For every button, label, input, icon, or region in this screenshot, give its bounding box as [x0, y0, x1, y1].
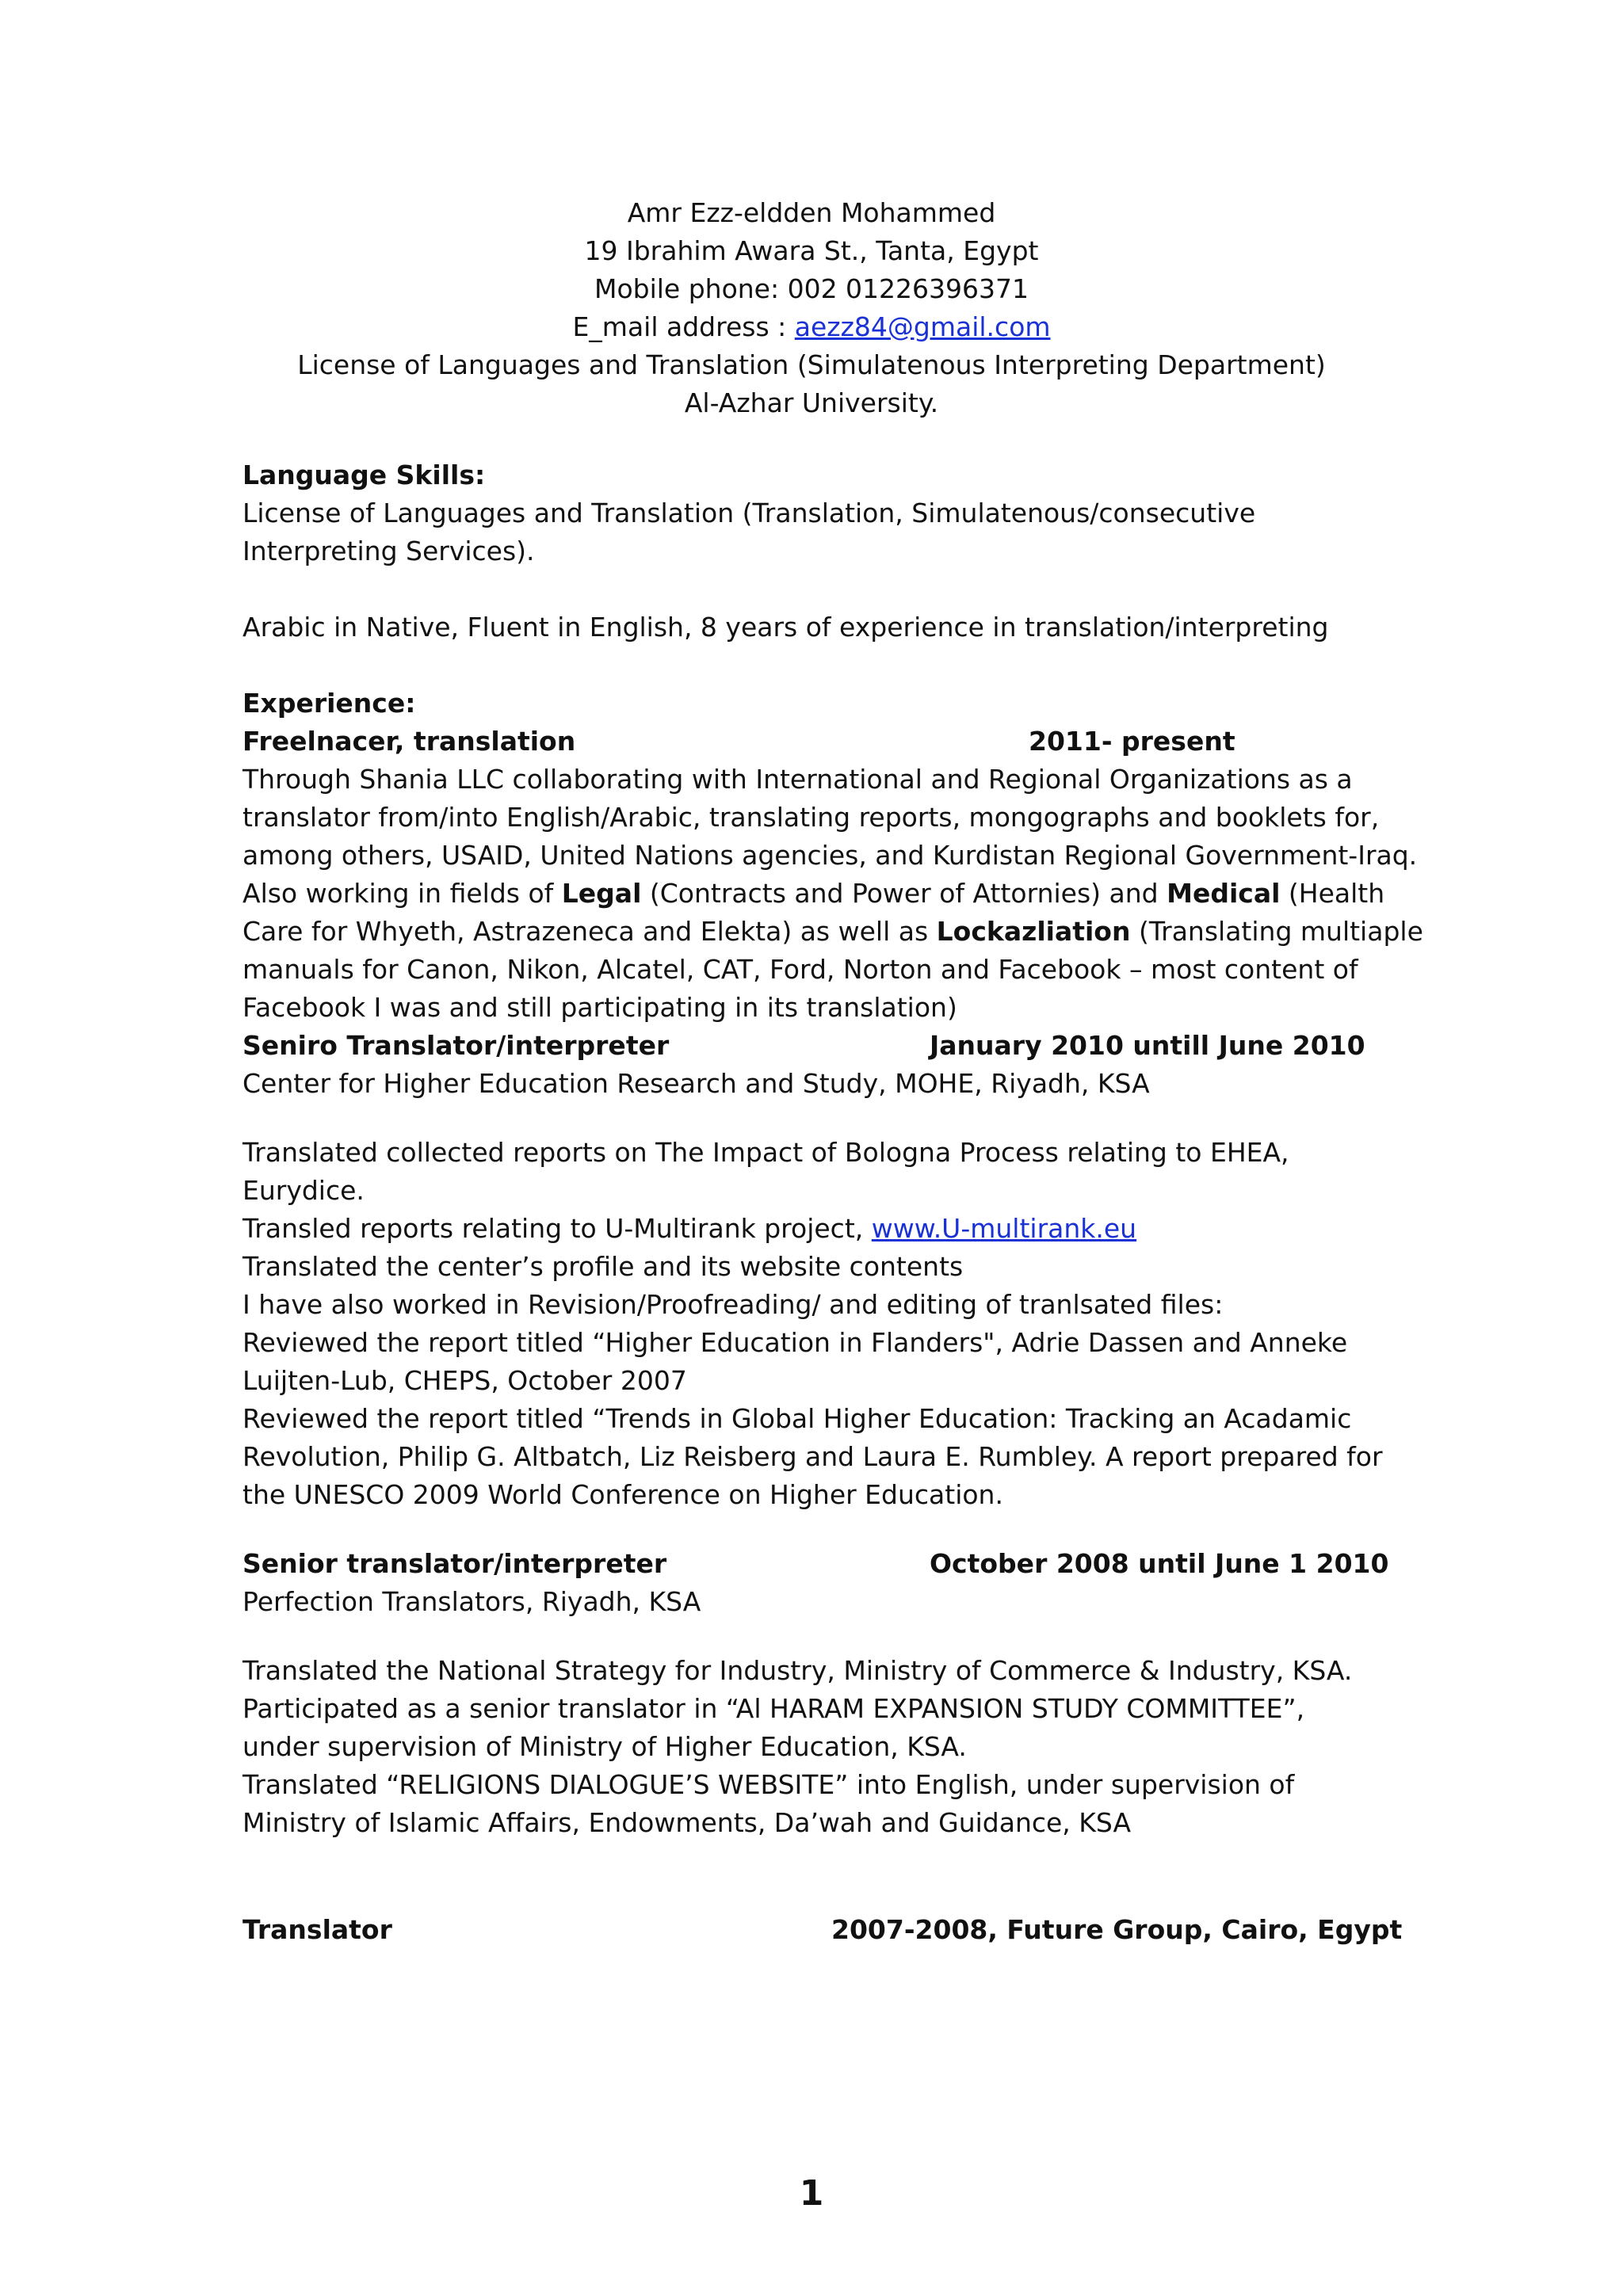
job-description-line: Luijten-Lub, CHEPS, October 2007 — [242, 1365, 687, 1396]
job-description-line: Reviewed the report titled “Trends in Global Higher Education: Tracking an Acadamic — [242, 1403, 1352, 1434]
email-link[interactable]: aezz84@gmail.com — [794, 311, 1051, 342]
language-skills-line: Arabic in Native, Fluent in English, 8 years of experience in translation/interpreting — [242, 612, 1329, 643]
job-dates: January 2010 untill June 2010 — [930, 1030, 1365, 1061]
job-description-line: Ministry of Islamic Affairs, Endowments, Da’wah and Guidance, KSA — [242, 1807, 1132, 1838]
job-title-row — [242, 723, 1392, 761]
spacer — [242, 570, 1392, 608]
email-label: E_mail address : — [572, 311, 795, 342]
text-run: Care for Whyeth, Astrazeneca and Elekta) as well as — [242, 916, 937, 947]
resume-body — [242, 456, 1423, 1949]
job-description-line — [242, 875, 1392, 913]
text-run: (Contracts and Power of Attornies) and — [641, 878, 1167, 909]
job-description-line: Facebook I was and still participating in its translation) — [242, 992, 957, 1023]
text-run: Also working in fields of — [242, 878, 562, 909]
job-title-row — [242, 1027, 1392, 1065]
job-title-row — [242, 1545, 1392, 1583]
job-description-line: I have also worked in Revision/Proofreading/ and editing of tranlsated files: — [242, 1289, 1224, 1320]
job-description-line: Translated the center’s profile and its website contents — [242, 1251, 964, 1282]
job-description-line — [242, 1210, 1392, 1248]
job-description-line — [242, 913, 1423, 951]
spacer — [242, 646, 1392, 685]
text-run: (Translating multiaple — [1130, 916, 1423, 947]
job-description-line: translator from/into English/Arabic, translating reports, mongographs and booklets for, — [242, 802, 1380, 833]
job-description-line: under supervision of Ministry of Higher Education, KSA. — [242, 1731, 967, 1762]
degree-line: License of Languages and Translation (Simulatenous Interpreting Department) — [297, 349, 1326, 380]
job-description-line: Translated the National Strategy for Industry, Ministry of Commerce & Industry, KSA. — [242, 1655, 1353, 1686]
university-line: Al-Azhar University. — [684, 387, 939, 418]
u-multirank-link[interactable]: www.U-multirank.eu — [871, 1213, 1137, 1244]
text-run: Transled reports relating to U-Multirank project, — [242, 1213, 872, 1244]
job-description-line: Eurydice. — [242, 1175, 365, 1206]
applicant-name: Amr Ezz-eldden Mohammed — [627, 197, 996, 228]
emphasis-medical: Medical — [1167, 878, 1281, 909]
spacer — [242, 1842, 1392, 1911]
language-skills-line: Interpreting Services). — [242, 536, 535, 566]
job-dates: 2007-2008, Future Group, Cairo, Egypt — [831, 1914, 1403, 1945]
job-organization: Perfection Translators, Riyadh, KSA — [242, 1586, 701, 1617]
job-description-line: Reviewed the report titled “Higher Education in Flanders", Adrie Dassen and Anneke — [242, 1327, 1348, 1358]
job-description-line: Through Shania LLC collaborating with International and Regional Organizations as a — [242, 764, 1353, 795]
postal-address: 19 Ibrahim Awara St., Tanta, Egypt — [584, 235, 1039, 266]
language-skills-heading: Language Skills: — [242, 460, 486, 490]
job-title-row — [242, 1911, 1403, 1949]
emphasis-legal: Legal — [561, 878, 642, 909]
job-description-line: Revolution, Philip G. Altbatch, Liz Reisberg and Laura E. Rumbley. A report prepared for — [242, 1441, 1383, 1472]
job-description-line: Participated as a senior translator in “Al HARAM EXPANSION STUDY COMMITTEE”, — [242, 1693, 1305, 1724]
job-description-line: manuals for Canon, Nikon, Alcatel, CAT, Ford, Norton and Facebook – most content of — [242, 954, 1358, 985]
spacer — [242, 1514, 1392, 1545]
job-description-line: Translated collected reports on The Impact of Bologna Process relating to EHEA, — [242, 1137, 1289, 1168]
language-skills-line: License of Languages and Translation (Translation, Simulatenous/consecutive — [242, 498, 1256, 528]
job-dates: 2011- present — [1029, 726, 1235, 757]
job-title: Translator — [242, 1914, 392, 1945]
job-description-line: Translated “RELIGIONS DIALOGUE’S WEBSITE” into English, under supervision of — [242, 1769, 1295, 1800]
job-title: Seniro Translator/interpreter — [242, 1030, 670, 1061]
job-dates: October 2008 until June 1 2010 — [930, 1548, 1389, 1579]
contact-header — [0, 194, 1623, 422]
spacer — [242, 1621, 1392, 1652]
experience-heading: Experience: — [242, 688, 416, 719]
spacer — [242, 1103, 1392, 1134]
mobile-phone: Mobile phone: 002 01226396371 — [594, 273, 1029, 304]
job-description-line: the UNESCO 2009 World Conference on Higher Education. — [242, 1479, 1003, 1510]
job-organization: Center for Higher Education Research and Study, MOHE, Riyadh, KSA — [242, 1068, 1150, 1099]
job-description-line: among others, USAID, United Nations agencies, and Kurdistan Regional Government-Iraq. — [242, 840, 1418, 871]
emphasis-localization: Lockazliation — [936, 916, 1131, 947]
email-line — [0, 308, 1623, 346]
job-title: Senior translator/interpreter — [242, 1548, 667, 1579]
text-run: (Health — [1280, 878, 1385, 909]
page-number: 1 — [799, 2173, 824, 2214]
job-title: Freelnacer, translation — [242, 726, 576, 757]
